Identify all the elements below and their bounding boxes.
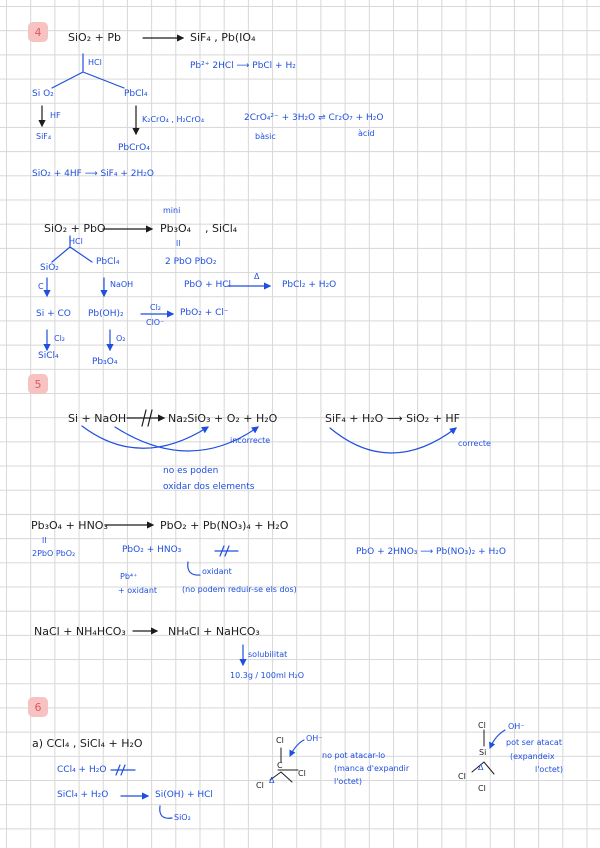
s4b-pbcl4: PbCl₄ xyxy=(96,257,120,267)
s6-question-a: a) CCl₄ , SiCl₄ + H₂O xyxy=(32,737,143,750)
s4b-c: C xyxy=(38,282,44,291)
s6-note-si-2: (expandeix xyxy=(510,752,555,761)
s4b-pb3o4-b: Pb₃O₄ xyxy=(92,357,118,367)
s4b-ll: ll xyxy=(176,239,181,248)
s5-eq3-reactants: Pb₃O₄ + HNO₃ xyxy=(31,519,108,532)
attack-arrow-si xyxy=(490,730,505,748)
s5-incorrecte: incorrecte xyxy=(230,436,271,445)
s5-correcte: correcte xyxy=(458,439,491,448)
s4b-sicl4-b: SiCl₄ xyxy=(38,351,59,361)
s4-hcl: HCl xyxy=(88,58,102,67)
s4b-pbcl2: PbCl₂ + H₂O xyxy=(282,280,337,290)
s4b-pb3o4: Pb₃O₄ xyxy=(160,222,192,235)
s4b-delta: Δ xyxy=(254,272,260,281)
curve-arrow-3 xyxy=(330,428,456,453)
s5-pb4: Pb⁴⁺ xyxy=(120,572,138,581)
s5-solubility-value: 10.3g / 100ml H₂O xyxy=(230,671,305,680)
s6-note-c-2: (manca d'expandir xyxy=(334,764,410,773)
s4b-clo: ClO⁻ xyxy=(146,318,165,327)
s4-sif4: SiF₄ xyxy=(36,132,52,141)
attack-arrow-c xyxy=(290,740,304,756)
s5-ll: ll xyxy=(42,536,47,545)
s5-no-poden: (no podem reduir-se els dos) xyxy=(182,585,297,594)
s5-pb4-note: + oxidant xyxy=(118,586,158,595)
s5-oxidant: oxidant xyxy=(202,567,232,576)
s6-c-oh: OH⁻ xyxy=(306,734,323,743)
s4b-pboh2: Pb(OH)₂ xyxy=(88,309,124,319)
s4b-naoh: NaOH xyxy=(110,280,134,289)
s5-pbo-pbo2: 2PbO PbO₂ xyxy=(32,549,76,558)
s4b-pbo2-cl: PbO₂ + Cl⁻ xyxy=(180,308,229,318)
s4-acid: àcid xyxy=(358,129,375,138)
s6-si-cl-bottom: Cl xyxy=(478,784,486,793)
s5-eq4-reactants: NaCl + NH₄HCO₃ xyxy=(34,625,126,638)
s5-note-1: no es poden xyxy=(163,466,219,476)
curve-arrow-1 xyxy=(82,426,208,448)
s4-chromate-eq: 2CrO₄²⁻ + 3H₂O ⇌ Cr₂O₇ + H₂O xyxy=(244,113,384,123)
s5-eq3-products: PbO₂ + Pb(NO₃)₄ + H₂O xyxy=(160,519,289,532)
s6-c-cl-top: Cl xyxy=(276,736,284,745)
section-badge-5: 5 xyxy=(28,374,48,394)
s6-note-c-3: l'octet) xyxy=(334,777,363,786)
s5-solubilitat: solubilitat xyxy=(248,650,288,659)
s4b-sio2: SiO₂ xyxy=(40,263,59,273)
s6-note-si-1: pot ser atacat xyxy=(506,738,562,747)
s6-products: Si(OH) + HCl xyxy=(155,790,213,800)
s6-sicl4-h2o: SiCl₄ + H₂O xyxy=(57,790,109,800)
s6-si-cl-top: Cl xyxy=(478,721,486,730)
s5-note-2: oxidar dos elements xyxy=(163,482,255,492)
s6-c-cl-left: Cl xyxy=(256,781,264,790)
s4b-pbo-hcl: PbO + HCl xyxy=(184,280,232,290)
s4b-cl2: Cl₂ xyxy=(150,303,162,312)
s4-basic: bàsic xyxy=(255,132,276,141)
s5-eq4-products: NH₄Cl + NaHCO₃ xyxy=(168,625,260,638)
s6-si-atom: Si xyxy=(479,748,487,757)
oxidant-hook xyxy=(188,562,200,575)
s5-eq2: SiF₄ + H₂O ⟶ SiO₂ + HF xyxy=(325,412,461,425)
s4b-hcl: HCl xyxy=(69,237,83,246)
s4-pb-eq: Pb²⁺ 2HCl ⟶ PbCl + H₂ xyxy=(190,61,296,71)
s6-si-cl-left: Cl xyxy=(458,772,466,781)
s5-eq1-products: Na₂SiO₃ + O₂ + H₂O xyxy=(168,412,278,425)
s5-eq1-reactants: Si + NaOH xyxy=(68,412,127,425)
section-badge-6: 6 xyxy=(28,697,48,717)
s4-sio2-hf: SiO₂ + 4HF ⟶ SiF₄ + 2H₂O xyxy=(32,169,154,179)
s4b-o2: O₂ xyxy=(116,334,126,343)
s4-pbcro4: PbCrO₄ xyxy=(118,143,150,153)
s4b-eq2-reactants: SiO₂ + PbO xyxy=(44,222,106,235)
s4-reagents: K₂CrO₄ , H₂CrO₄ xyxy=(142,115,205,124)
s6-si-oh: OH⁻ xyxy=(508,722,525,731)
s4b-pbo-pbo2: 2 PbO PbO₂ xyxy=(165,257,217,267)
s4-eq1-reactants: SiO₂ + Pb xyxy=(68,31,121,44)
section-badge-4: 4 xyxy=(28,22,48,42)
hook-sio2 xyxy=(160,806,172,818)
s4b-sicl4: , SiCl₄ xyxy=(205,222,238,235)
s6-c-delta: Δ xyxy=(269,776,275,785)
s4b-si-co: Si + CO xyxy=(36,309,71,319)
s4-sio2: Si O₂ xyxy=(32,89,54,99)
s6-note-si-3: l'octet) xyxy=(535,765,564,774)
s5-pbo2-hno3: PbO₂ + HNO₃ xyxy=(122,545,182,555)
s6-sio2: SiO₂ xyxy=(174,813,191,822)
s4b-cl2-down: Cl₂ xyxy=(54,334,66,343)
s6-ccl4-h2o: CCl₄ + H₂O xyxy=(57,765,107,775)
s6-c-cl-right: Cl xyxy=(298,769,306,778)
s5-pbo-hno3: PbO + 2HNO₃ ⟶ Pb(NO₃)₂ + H₂O xyxy=(356,547,506,557)
s6-c-atom: C xyxy=(277,761,283,770)
s6-si-delta: Δ xyxy=(478,763,484,772)
s4-pbcl4: PbCl₄ xyxy=(124,89,148,99)
s4-hf: HF xyxy=(50,111,61,120)
s6-note-c-1: no pot atacar-lo xyxy=(322,751,386,760)
s4b-mini: mini xyxy=(163,206,181,215)
s4-eq1-products: SiF₄ , Pb(IO₄ xyxy=(190,31,256,44)
